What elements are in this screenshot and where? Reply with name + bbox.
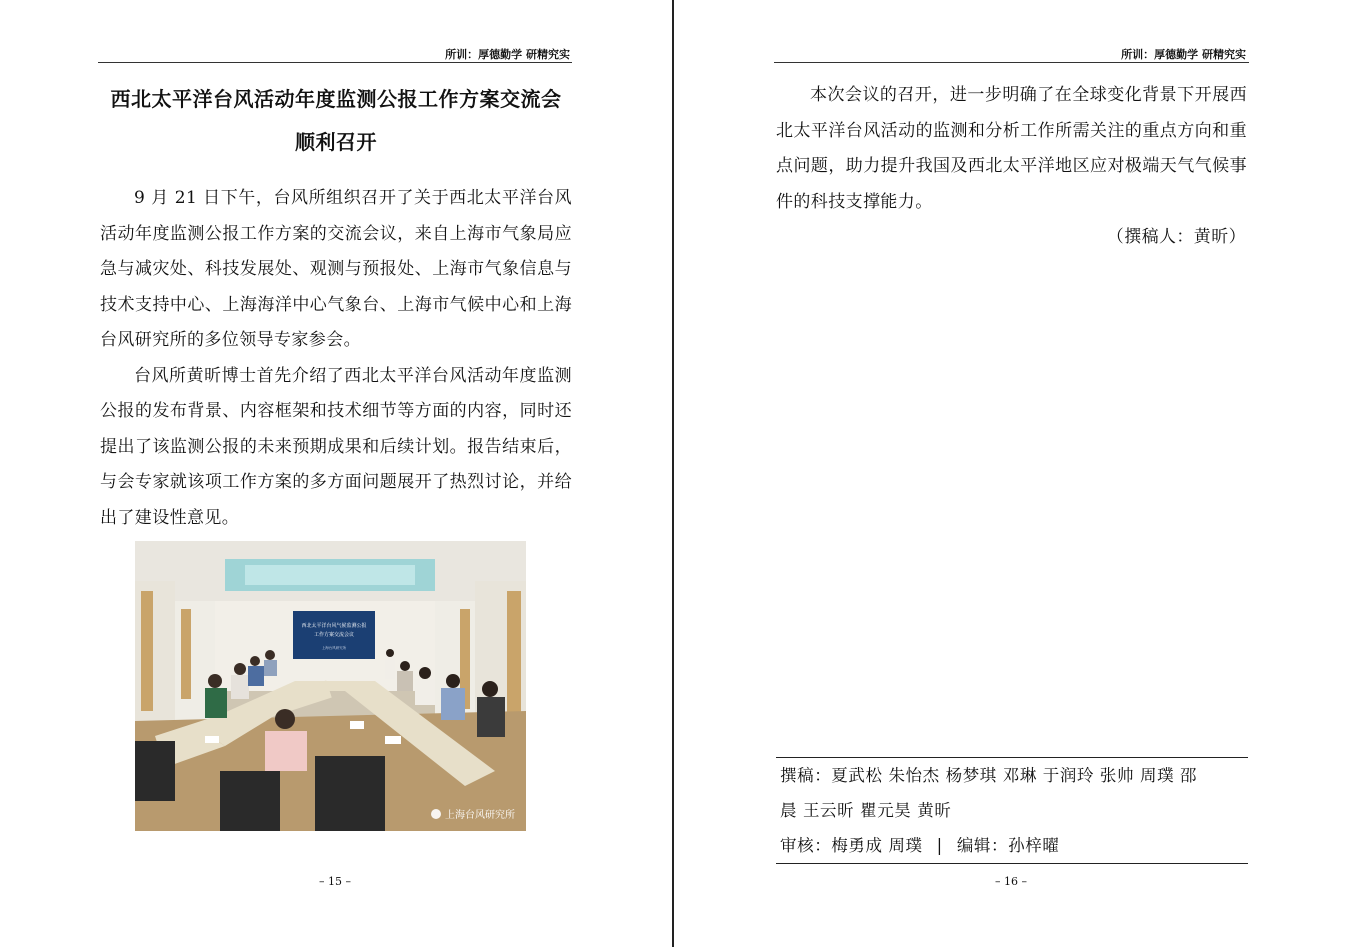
header-rule-right (774, 62, 1249, 63)
paragraph-1: 9 月 21 日下午，台风所组织召开了关于西北太平洋台风活动年度监测公报工作方案的交流会议，来自上海市气象局应急与减灾处、科技发展处、观测与预报处、上海市气象信息与技术支持中心、上海海洋中心气象台、上海市气候中心和上海台风研究所的多位领导专家参会。 (100, 188, 572, 350)
left-page (0, 0, 672, 947)
closing-paragraph-block (776, 78, 1247, 220)
article-title-line2: 顺利召开 (295, 130, 377, 154)
page-header-motto: 所训：厚德勤学 研精究实 (445, 48, 570, 61)
credits-box (776, 757, 1248, 864)
screen-text-1: 西北太平洋台风气候监测公报 (301, 623, 367, 629)
credits-review-edit (780, 828, 1244, 863)
credits-editor: 编辑：孙梓曜 (956, 836, 1060, 855)
article-body (100, 181, 572, 536)
credits-writers-line1: 撰稿：夏武松 朱怡杰 杨梦琪 邓琳 于润玲 张帅 周璞 邵 (780, 766, 1198, 785)
photo-watermark: 上海台风研究所 (445, 810, 515, 821)
wechat-icon (431, 809, 441, 819)
credits-reviewers: 审核：梅勇成 周璞 (780, 836, 923, 855)
page-number: – 15 – (319, 875, 351, 888)
paragraph-2: 台风所黄昕博士首先介绍了西北太平洋台风活动年度监测公报的发布背景、内容框架和技术细节等方面的内容，同时还提出了该监测公报的未来预期成果和后续计划。报告结束后，与会专家就该项工作方案的多方面问题展开了热烈讨论，并给出了建设性意见。 (100, 365, 572, 528)
credits-separator: | (936, 836, 943, 855)
screen-text-3: 上海台风研究所 (321, 646, 347, 650)
page-divider (672, 0, 674, 947)
article-title-line1: 西北太平洋台风活动年度监测公报工作方案交流会 (110, 87, 562, 111)
screen-text-2: 工作方案交流会议 (313, 632, 355, 638)
page-number-right: – 16 – (995, 875, 1027, 888)
closing-paragraph: 本次会议的召开，进一步明确了在全球变化背景下开展西北太平洋台风活动的监测和分析工作所需关注的重点方向和重点问题，助力提升我国及西北太平洋地区应对极端天气气候事件的科技支撑能力。 (776, 85, 1247, 212)
credits-writers-line2: 晨 王云昕 瞿元昊 黄昕 (780, 801, 952, 820)
author-byline: （撰稿人：黄昕） (1106, 227, 1246, 247)
header-rule (98, 62, 572, 63)
meeting-photo (135, 541, 526, 831)
meeting-photo-illustration (135, 541, 526, 831)
page-header-motto-right: 所训：厚德勤学 研精究实 (1121, 48, 1246, 61)
